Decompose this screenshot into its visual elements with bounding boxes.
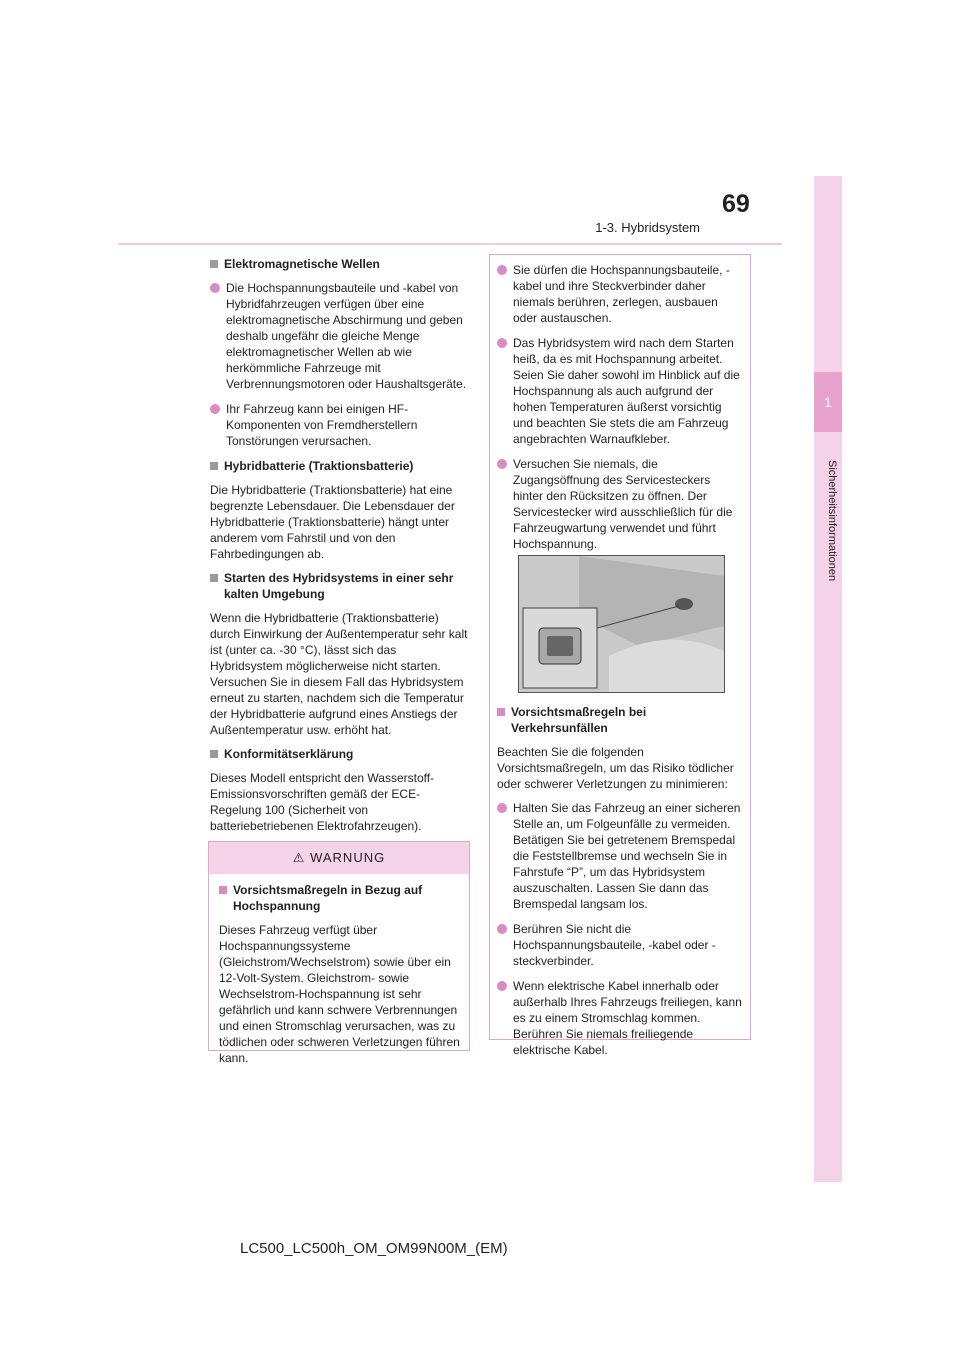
dot-bullet-icon [497,338,507,348]
list-item: Wenn elektrische Kabel innerhalb oder außerhalb Ihres Fahrzeugs freiliegen, kann es zu einem Stromschlag kommen. Berühren Sie niemals freiliegende elektrische Kabel. [497,978,743,1058]
heading-waves: Elektromagnetische Wellen [210,256,470,272]
page-number: 69 [722,190,750,218]
warning-box [208,841,470,1065]
chapter-label: Sicherheitsinformationen [826,460,838,582]
square-bullet-icon [219,886,227,894]
warning-triangle-icon: ⚠ [292,850,306,865]
dot-bullet-icon [497,981,507,991]
square-bullet-icon [210,750,218,758]
right-column-top [497,262,743,561]
square-bullet-icon [210,260,218,268]
heading-battery: Hybridbatterie (Traktionsbatterie) [210,458,470,474]
dot-bullet-icon [497,924,507,934]
dot-bullet-icon [497,803,507,813]
dot-bullet-icon [497,459,507,469]
paragraph: Wenn die Hybridbatterie (Traktionsbatterie) durch Einwirkung der Außentemperatur sehr kalt ist (unter ca. -30 °C), lässt sich das Hybridsystem möglicherweise nicht starten. Versuchen Sie in diesem Fall das Hybridsystem erneut zu starten, nachdem sich die Temperatur der Hybridbatterie aufgrund eines Anstiegs der Außentemperatur usw. erhöht hat. [210,611,468,737]
list-item: Halten Sie das Fahrzeug an einer sicheren Stelle an, um Folgeunfälle zu vermeiden. Betätigen Sie bei getretenem Bremspedal die Feststellbremse und wechseln Sie in Fahrstufe “P”, um das Hybridsystem auszuschalten. Lassen Sie dann das Bremspedal langsam los. [497,800,743,912]
header-rule [118,243,782,245]
warning-heading: Vorsichtsmaßregeln in Bezug auf Hochspannung [219,882,461,914]
warning-header: ⚠ WARNUNG [209,842,469,874]
heading-conformity: Konformitätserklärung [210,746,470,762]
left-column [210,256,470,842]
heading-accidents: Vorsichtsmaßregeln bei Verkehrsunfällen [497,704,743,736]
list-item: Berühren Sie nicht die Hochspannungsbauteile, -kabel oder -steckverbinder. [497,921,743,969]
paragraph: Beachten Sie die folgenden Vorsichtsmaßregeln, um das Risiko tödlicher oder schwerer Verletzungen zu minimieren: [497,745,734,791]
right-column-bottom [497,704,743,1067]
service-plug-drawing [519,556,724,692]
dot-bullet-icon [210,404,220,414]
service-plug-illustration [518,555,725,693]
list-item: Die Hochspannungsbauteile und -kabel von Hybridfahrzeugen verfügen über eine elektromagnetische Abschirmung und geben deshalb ungefähr die gleiche Menge elektromagnetischer Wellen ab wie herkömmliche Fahrzeuge mit Verbrennungsmotoren oder Haushaltsgeräte. [210,280,470,392]
square-bullet-icon [210,462,218,470]
chapter-tab: 1 [814,372,842,432]
square-bullet-icon [497,708,505,716]
chapter-sidebar [814,176,842,1182]
paragraph: Die Hybridbatterie (Traktionsbatterie) hat eine begrenzte Lebensdauer. Die Lebensdauer der Hybridbatterie (Traktionsbatterie) hängt unter anderem vom Fahrstil und von den Fahrbedingungen ab. [210,483,455,561]
section-title: 1-3. Hybridsystem [595,220,700,235]
document-code: LC500_LC500h_OM_OM99N00M_(EM) [240,1240,508,1257]
list-item: Das Hybridsystem wird nach dem Starten heiß, da es mit Hochspannung arbeitet. Seien Sie daher sowohl im Hinblick auf die Hochspannung als auch aufgrund der hohen Temperaturen äußerst vorsichtig und beachten Sie stets die am Fahrzeug angebrachten Warnaufkleber. [497,335,743,447]
heading-cold-start: Starten des Hybridsystems in einer sehr kalten Umgebung [210,570,470,602]
list-item: Versuchen Sie niemals, die Zugangsöffnung des Servicesteckers hinter den Rücksitzen zu öffnen. Der Servicestecker wird ausschließlich für die Fahrzeugwartung verwendet und führt Hochspannung. [497,456,743,552]
list-item: Sie dürfen die Hochspannungsbauteile, -kabel und ihre Steckverbinder daher niemals berühren, zerlegen, ausbauen oder austauschen. [497,262,743,326]
dot-bullet-icon [497,265,507,275]
dot-bullet-icon [210,283,220,293]
list-item: Ihr Fahrzeug kann bei einigen HF-Komponenten von Fremdherstellern Tonstörungen verursachen. [210,401,470,449]
warning-text: Dieses Fahrzeug verfügt über Hochspannungssysteme (Gleichstrom/Wechselstrom) sowie über ein 12-Volt-System. Gleichstrom- sowie Wechselstrom-Hochspannung ist sehr gefährlich und kann schwere Verbrennungen und einen Stromschlag verursachen, was zu tödlichen oder schweren Verletzungen führen kann. [219,923,460,1065]
square-bullet-icon [210,574,218,582]
paragraph: Dieses Modell entspricht den Wasserstoff-Emissionsvorschriften gemäß der ECE-Regelung 100 (Sicherheit von batteriebetriebenen Elektrofahrzeugen). [210,771,435,833]
